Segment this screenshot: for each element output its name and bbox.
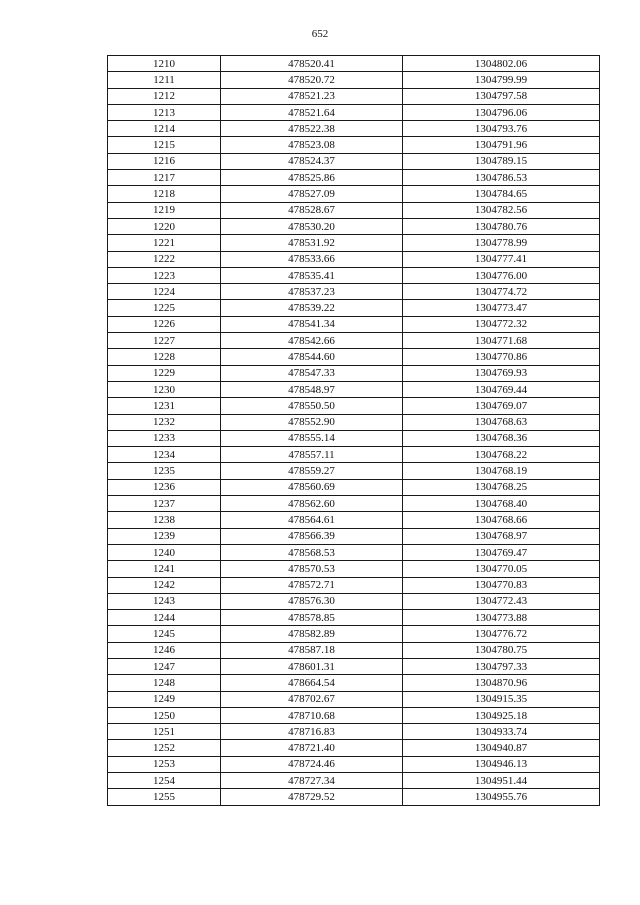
point-number-cell: 1222 [108, 251, 221, 267]
x-coordinate-cell: 478555.14 [221, 430, 403, 446]
y-coordinate-cell: 1304768.25 [403, 479, 600, 495]
x-coordinate-cell: 478582.89 [221, 626, 403, 642]
table-row [108, 463, 600, 479]
point-number-cell: 1215 [108, 137, 221, 153]
point-number-cell: 1248 [108, 675, 221, 691]
table-row [108, 137, 600, 153]
point-number-cell: 1213 [108, 104, 221, 120]
x-coordinate-cell: 478552.90 [221, 414, 403, 430]
x-coordinate-cell: 478525.86 [221, 170, 403, 186]
x-coordinate-cell: 478537.23 [221, 284, 403, 300]
table-row [108, 170, 600, 186]
y-coordinate-cell: 1304768.66 [403, 512, 600, 528]
point-number-cell: 1238 [108, 512, 221, 528]
x-coordinate-cell: 478557.11 [221, 447, 403, 463]
table-row [108, 642, 600, 658]
x-coordinate-cell: 478542.66 [221, 333, 403, 349]
x-coordinate-cell: 478568.53 [221, 544, 403, 560]
point-number-cell: 1229 [108, 365, 221, 381]
point-number-cell: 1212 [108, 88, 221, 104]
point-number-cell: 1253 [108, 756, 221, 772]
x-coordinate-cell: 478562.60 [221, 496, 403, 512]
point-number-cell: 1221 [108, 235, 221, 251]
table-row [108, 333, 600, 349]
x-coordinate-cell: 478550.50 [221, 398, 403, 414]
table-row [108, 479, 600, 495]
point-number-cell: 1249 [108, 691, 221, 707]
x-coordinate-cell: 478710.68 [221, 707, 403, 723]
x-coordinate-cell: 478559.27 [221, 463, 403, 479]
table-row [108, 561, 600, 577]
y-coordinate-cell: 1304946.13 [403, 756, 600, 772]
y-coordinate-cell: 1304780.75 [403, 642, 600, 658]
point-number-cell: 1246 [108, 642, 221, 658]
point-number-cell: 1219 [108, 202, 221, 218]
table-row [108, 789, 600, 805]
y-coordinate-cell: 1304933.74 [403, 724, 600, 740]
point-number-cell: 1224 [108, 284, 221, 300]
y-coordinate-cell: 1304797.33 [403, 658, 600, 674]
point-number-cell: 1242 [108, 577, 221, 593]
x-coordinate-cell: 478587.18 [221, 642, 403, 658]
y-coordinate-cell: 1304768.22 [403, 447, 600, 463]
table-row [108, 267, 600, 283]
table-row [108, 430, 600, 446]
point-number-cell: 1236 [108, 479, 221, 495]
y-coordinate-cell: 1304925.18 [403, 707, 600, 723]
table-row [108, 186, 600, 202]
table-row [108, 349, 600, 365]
x-coordinate-cell: 478578.85 [221, 610, 403, 626]
y-coordinate-cell: 1304951.44 [403, 773, 600, 789]
point-number-cell: 1214 [108, 121, 221, 137]
x-coordinate-cell: 478724.46 [221, 756, 403, 772]
y-coordinate-cell: 1304772.43 [403, 593, 600, 609]
point-number-cell: 1234 [108, 447, 221, 463]
y-coordinate-cell: 1304769.47 [403, 544, 600, 560]
point-number-cell: 1228 [108, 349, 221, 365]
y-coordinate-cell: 1304789.15 [403, 153, 600, 169]
x-coordinate-cell: 478535.41 [221, 267, 403, 283]
x-coordinate-cell: 478727.34 [221, 773, 403, 789]
y-coordinate-cell: 1304774.72 [403, 284, 600, 300]
x-coordinate-cell: 478524.37 [221, 153, 403, 169]
point-number-cell: 1220 [108, 218, 221, 234]
table-row [108, 300, 600, 316]
point-number-cell: 1230 [108, 381, 221, 397]
point-number-cell: 1216 [108, 153, 221, 169]
x-coordinate-cell: 478530.20 [221, 218, 403, 234]
y-coordinate-cell: 1304768.36 [403, 430, 600, 446]
y-coordinate-cell: 1304770.83 [403, 577, 600, 593]
y-coordinate-cell: 1304768.40 [403, 496, 600, 512]
y-coordinate-cell: 1304782.56 [403, 202, 600, 218]
y-coordinate-cell: 1304769.93 [403, 365, 600, 381]
point-number-cell: 1240 [108, 544, 221, 560]
table-row [108, 381, 600, 397]
table-row [108, 104, 600, 120]
x-coordinate-cell: 478520.41 [221, 56, 403, 72]
y-coordinate-cell: 1304776.72 [403, 626, 600, 642]
table-row [108, 724, 600, 740]
point-number-cell: 1218 [108, 186, 221, 202]
y-coordinate-cell: 1304796.06 [403, 104, 600, 120]
table-row [108, 447, 600, 463]
y-coordinate-cell: 1304784.65 [403, 186, 600, 202]
point-number-cell: 1217 [108, 170, 221, 186]
point-number-cell: 1211 [108, 72, 221, 88]
x-coordinate-cell: 478566.39 [221, 528, 403, 544]
point-number-cell: 1233 [108, 430, 221, 446]
x-coordinate-cell: 478601.31 [221, 658, 403, 674]
x-coordinate-cell: 478721.40 [221, 740, 403, 756]
table-row [108, 121, 600, 137]
table-row [108, 88, 600, 104]
table-row [108, 544, 600, 560]
y-coordinate-cell: 1304786.53 [403, 170, 600, 186]
coordinates-table [107, 55, 600, 806]
table-row [108, 740, 600, 756]
table-row [108, 72, 600, 88]
x-coordinate-cell: 478522.38 [221, 121, 403, 137]
y-coordinate-cell: 1304870.96 [403, 675, 600, 691]
x-coordinate-cell: 478527.09 [221, 186, 403, 202]
x-coordinate-cell: 478570.53 [221, 561, 403, 577]
x-coordinate-cell: 478521.23 [221, 88, 403, 104]
point-number-cell: 1247 [108, 658, 221, 674]
x-coordinate-cell: 478533.66 [221, 251, 403, 267]
point-number-cell: 1235 [108, 463, 221, 479]
x-coordinate-cell: 478520.72 [221, 72, 403, 88]
x-coordinate-cell: 478716.83 [221, 724, 403, 740]
x-coordinate-cell: 478528.67 [221, 202, 403, 218]
point-number-cell: 1251 [108, 724, 221, 740]
point-number-cell: 1254 [108, 773, 221, 789]
table-row [108, 512, 600, 528]
y-coordinate-cell: 1304940.87 [403, 740, 600, 756]
x-coordinate-cell: 478729.52 [221, 789, 403, 805]
table-row [108, 316, 600, 332]
table-row [108, 251, 600, 267]
y-coordinate-cell: 1304780.76 [403, 218, 600, 234]
y-coordinate-cell: 1304769.44 [403, 381, 600, 397]
table-row [108, 593, 600, 609]
table-row [108, 56, 600, 72]
y-coordinate-cell: 1304768.19 [403, 463, 600, 479]
y-coordinate-cell: 1304793.76 [403, 121, 600, 137]
point-number-cell: 1223 [108, 267, 221, 283]
table-row [108, 398, 600, 414]
table-row [108, 202, 600, 218]
y-coordinate-cell: 1304770.05 [403, 561, 600, 577]
x-coordinate-cell: 478572.71 [221, 577, 403, 593]
point-number-cell: 1227 [108, 333, 221, 349]
table-row [108, 626, 600, 642]
table-row [108, 414, 600, 430]
table-row [108, 235, 600, 251]
x-coordinate-cell: 478564.61 [221, 512, 403, 528]
x-coordinate-cell: 478539.22 [221, 300, 403, 316]
point-number-cell: 1245 [108, 626, 221, 642]
y-coordinate-cell: 1304799.99 [403, 72, 600, 88]
point-number-cell: 1239 [108, 528, 221, 544]
point-number-cell: 1232 [108, 414, 221, 430]
table-row [108, 610, 600, 626]
table-row [108, 496, 600, 512]
point-number-cell: 1210 [108, 56, 221, 72]
table-row [108, 577, 600, 593]
y-coordinate-cell: 1304768.63 [403, 414, 600, 430]
x-coordinate-cell: 478544.60 [221, 349, 403, 365]
x-coordinate-cell: 478523.08 [221, 137, 403, 153]
table-row [108, 153, 600, 169]
point-number-cell: 1237 [108, 496, 221, 512]
y-coordinate-cell: 1304768.97 [403, 528, 600, 544]
point-number-cell: 1231 [108, 398, 221, 414]
x-coordinate-cell: 478521.64 [221, 104, 403, 120]
table-row [108, 528, 600, 544]
coordinates-table-body [108, 56, 600, 806]
table-row [108, 756, 600, 772]
y-coordinate-cell: 1304791.96 [403, 137, 600, 153]
x-coordinate-cell: 478664.54 [221, 675, 403, 691]
point-number-cell: 1225 [108, 300, 221, 316]
y-coordinate-cell: 1304802.06 [403, 56, 600, 72]
point-number-cell: 1250 [108, 707, 221, 723]
point-number-cell: 1244 [108, 610, 221, 626]
x-coordinate-cell: 478702.67 [221, 691, 403, 707]
y-coordinate-cell: 1304772.32 [403, 316, 600, 332]
y-coordinate-cell: 1304773.88 [403, 610, 600, 626]
y-coordinate-cell: 1304776.00 [403, 267, 600, 283]
x-coordinate-cell: 478576.30 [221, 593, 403, 609]
y-coordinate-cell: 1304797.58 [403, 88, 600, 104]
point-number-cell: 1241 [108, 561, 221, 577]
point-number-cell: 1252 [108, 740, 221, 756]
page-number: 652 [311, 28, 329, 40]
table-row [108, 365, 600, 381]
table-row [108, 284, 600, 300]
x-coordinate-cell: 478531.92 [221, 235, 403, 251]
table-row [108, 773, 600, 789]
y-coordinate-cell: 1304955.76 [403, 789, 600, 805]
y-coordinate-cell: 1304778.99 [403, 235, 600, 251]
table-row [108, 707, 600, 723]
table-row [108, 218, 600, 234]
y-coordinate-cell: 1304770.86 [403, 349, 600, 365]
table-row [108, 658, 600, 674]
table-row [108, 691, 600, 707]
point-number-cell: 1255 [108, 789, 221, 805]
point-number-cell: 1243 [108, 593, 221, 609]
y-coordinate-cell: 1304777.41 [403, 251, 600, 267]
y-coordinate-cell: 1304769.07 [403, 398, 600, 414]
point-number-cell: 1226 [108, 316, 221, 332]
x-coordinate-cell: 478548.97 [221, 381, 403, 397]
x-coordinate-cell: 478560.69 [221, 479, 403, 495]
y-coordinate-cell: 1304915.35 [403, 691, 600, 707]
x-coordinate-cell: 478547.33 [221, 365, 403, 381]
x-coordinate-cell: 478541.34 [221, 316, 403, 332]
y-coordinate-cell: 1304771.68 [403, 333, 600, 349]
y-coordinate-cell: 1304773.47 [403, 300, 600, 316]
table-row [108, 675, 600, 691]
